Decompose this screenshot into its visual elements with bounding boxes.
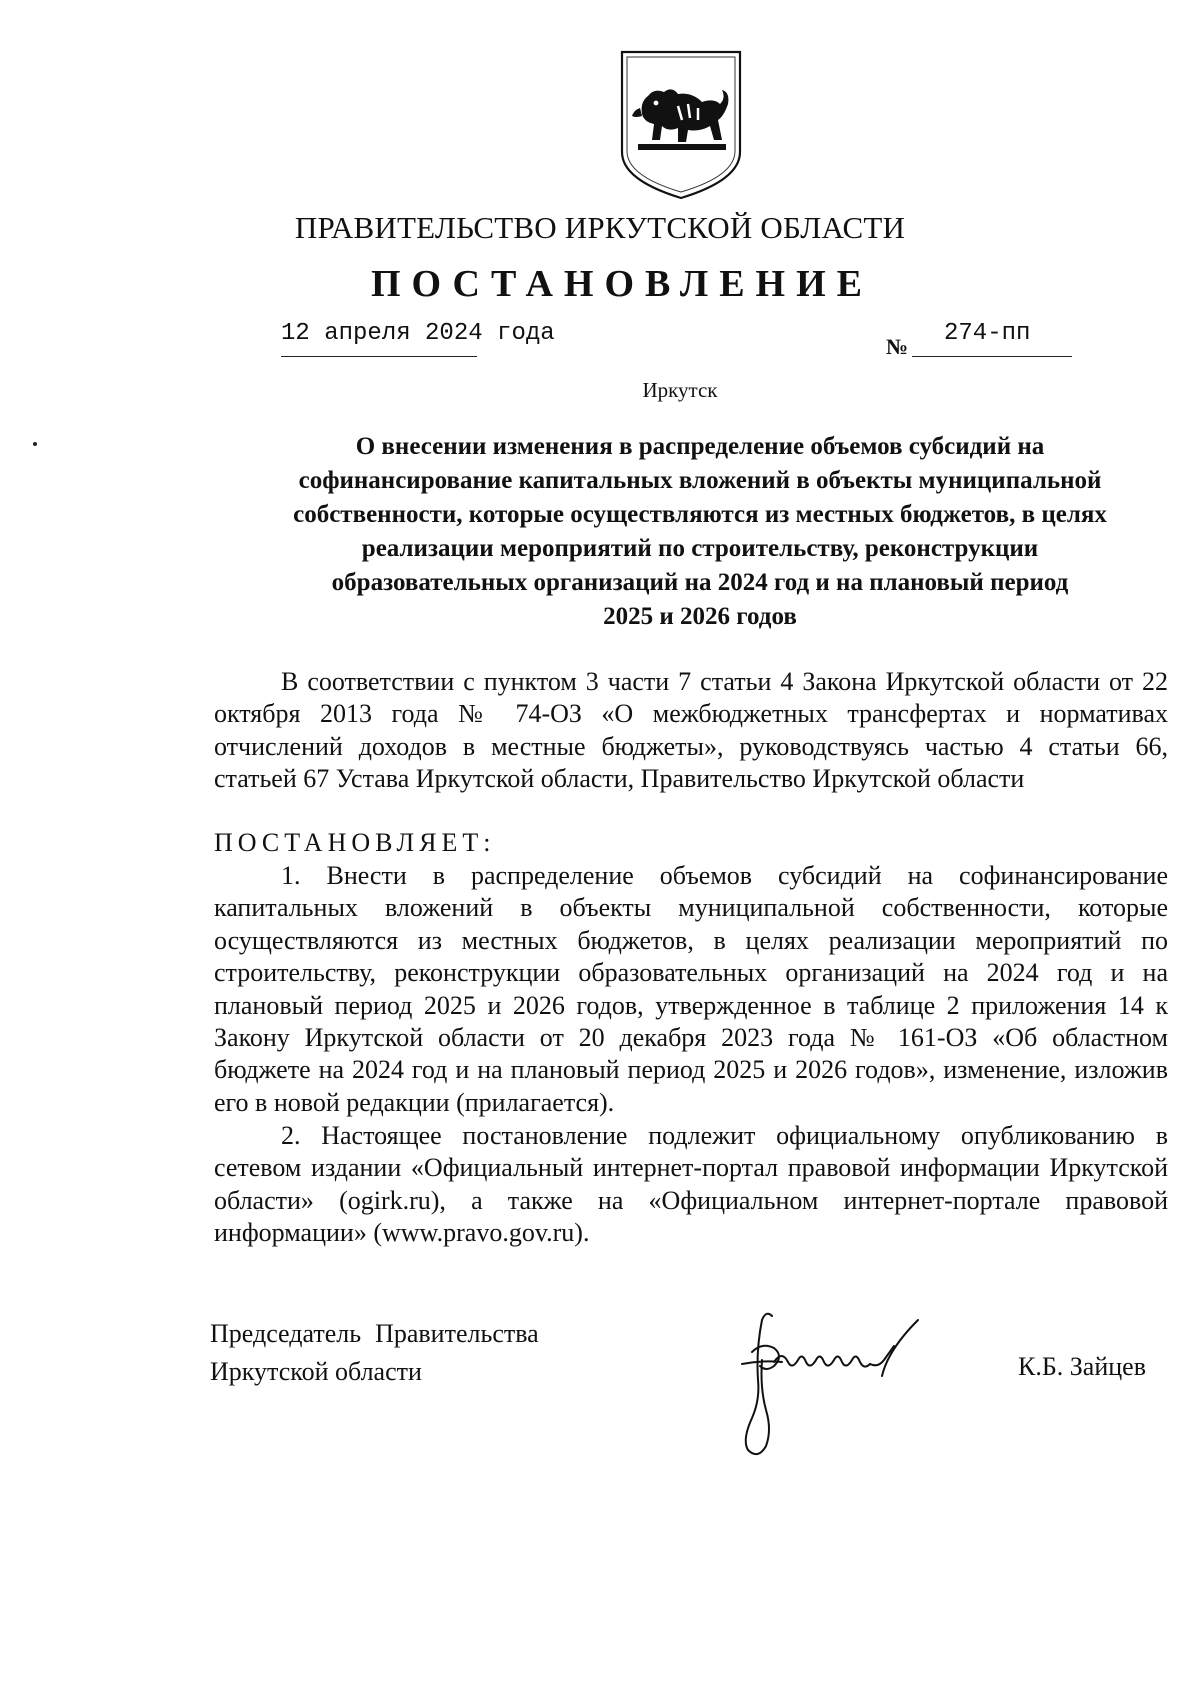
number-sign: № [886,334,909,359]
number-underline [912,356,1072,357]
decree-word: ПОСТАНОВЛЯЕТ: [214,828,496,857]
signatory-title-line-1 [210,1315,539,1353]
heading-line: софинансирование капитальных вложений в объекты муниципальной [298,467,1102,494]
signatory-name: К.Б. Зайцев [1018,1352,1146,1381]
document-city: Иркутск [642,378,718,402]
decree-item-1: 1. Внести в распределение объемов субсидий на софинансирование капитальных вложений в объекты муниципальной собственности, которые осуществляются из местных бюджетов, в целях реализации мероприятий по строительству, реконструкции образовательных организаций на 2024 год и на плановый период 2025 и 2026 годов, утвержденное в таблице 2 приложения 14 к Закону Иркутской области от 20 декабря 2023 года № 161-ОЗ «Об областном бюджете на 2024 год и на плановый период 2025 и 2026 годов», изменение, изложив его в новой редакции (прилагается). [214,861,1168,1117]
heading-line: образовательных организаций на 2024 год и на плановый период [331,569,1069,596]
issuing-authority: ПРАВИТЕЛЬСТВО ИРКУТСКОЙ ОБЛАСТИ [294,210,906,245]
decree-item-2: 2. Настоящее постановление подлежит официальному опубликованию в сетевом издании «Официальный интернет-портал правовой информации Иркутской области» (ogirk.ru), а также на «Официальном интернет-портале правовой информации» (www.pravo.gov.ru). [214,1121,1168,1248]
heading-line: собственности, которые осуществляются из местных бюджетов, в целях [293,501,1107,528]
signatory-title-line-2: Иркутской области [210,1357,422,1386]
document-date: 12 апреля 2024 года [281,320,555,347]
heading-line: реализации мероприятий по строительству, реконструкции [361,535,1039,562]
heading-line: О внесении изменения в распределение объемов субсидий на [355,433,1045,460]
handwritten-signature-icon [722,1290,962,1470]
signatory-title-word: Председатель [210,1319,362,1348]
document-heading [200,430,1200,634]
signatory-title [210,1315,539,1391]
document-type-title: ПОСТАНОВЛЕНИЕ [370,263,874,305]
signatory-title-word: Правительства [375,1319,539,1348]
document-number: 274-пп [944,320,1031,347]
preamble-paragraph: В соответствии с пунктом 3 части 7 статьи 4 Закона Иркутской области от 22 октября 2013 года № 74-ОЗ «О межбюджетных трансфертах и нормативах отчислений доходов в местные бюджеты», руководствуясь частью 4 статьи 66, статьей 67 Устава Иркутской области, Правительство Иркутской области [214,667,1168,794]
coat-of-arms-icon [618,48,744,202]
scan-mark [33,442,37,446]
heading-line: 2025 и 2026 годов [603,603,797,630]
date-underline [281,356,477,357]
